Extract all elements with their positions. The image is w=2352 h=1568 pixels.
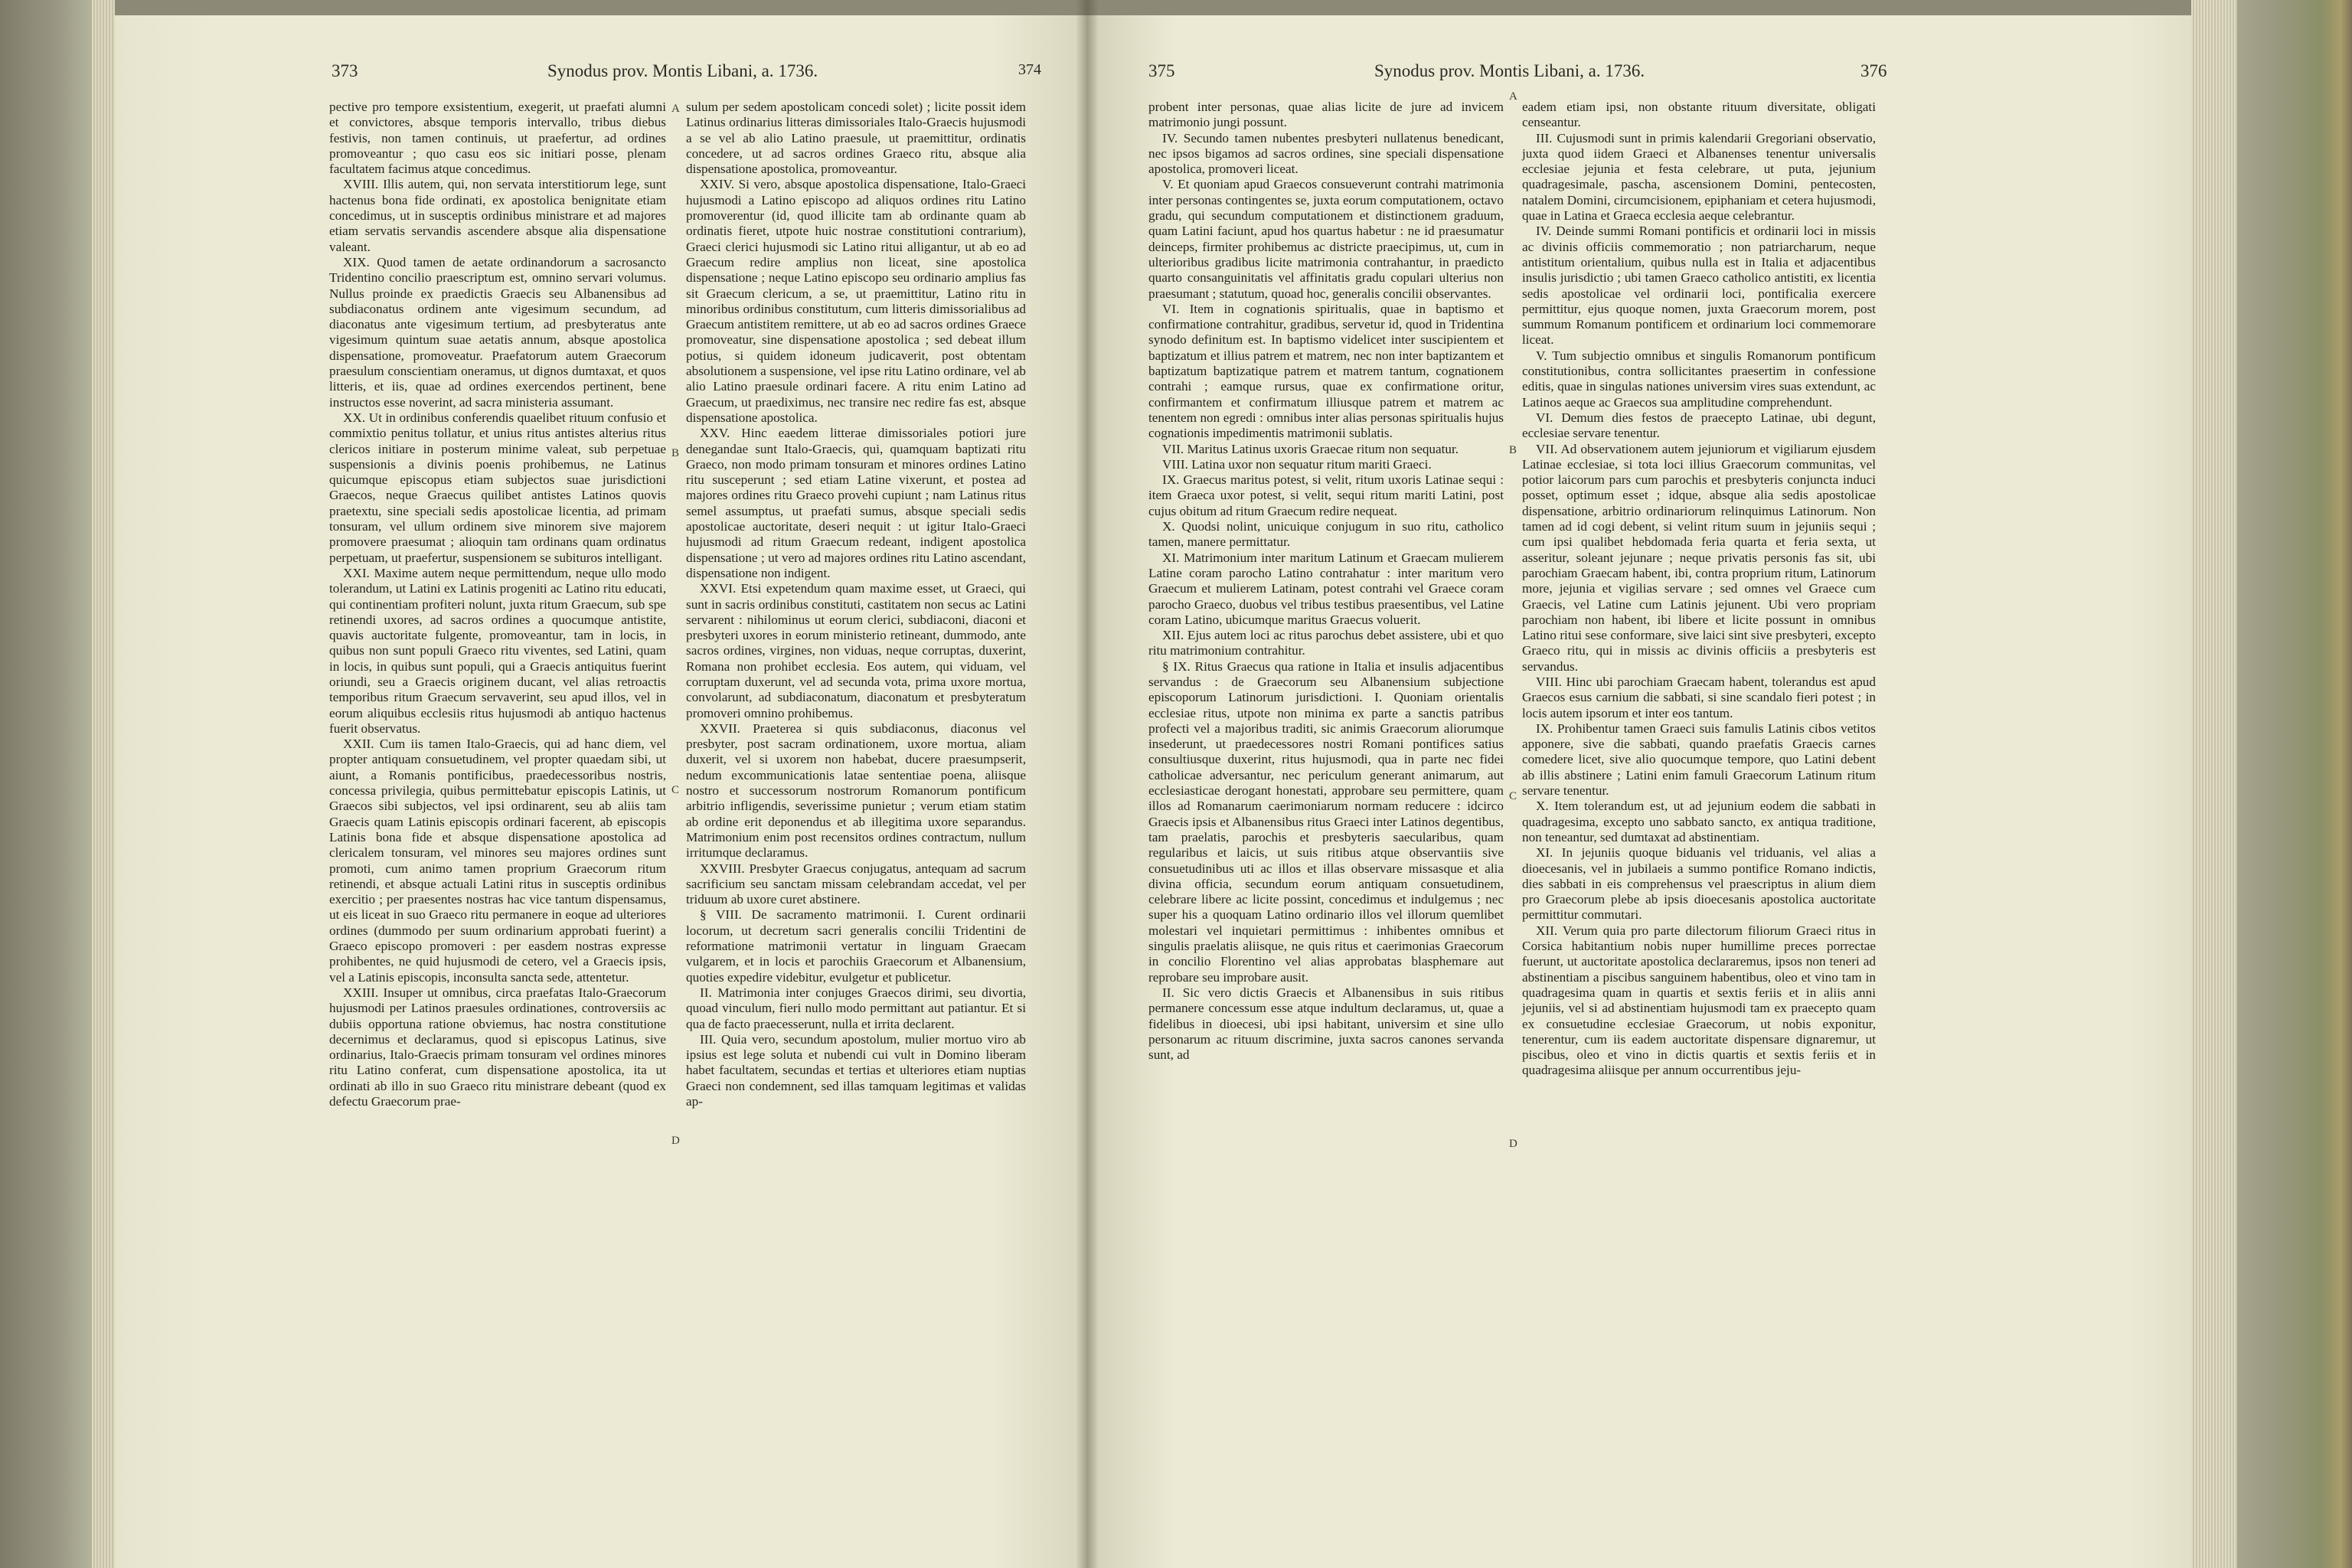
- left-page-column-b: [686, 100, 1026, 1109]
- margin-letter-b: B: [671, 447, 680, 459]
- page-number-376: 376: [1860, 61, 1887, 80]
- paragraph: XXIII. Insuper ut omnibus, circa praefatas Italo-Graecorum hujusmodi per Latinos praesules ordinationes, controversiis ac dubiis opportuna ratione obviemus, hac nostra constitutione decernimus et declaramus, quod si episcopus Latinus, sive ordinarius, Italo-Graecis primam tonsuram vel ordines minores ritu Latino conferat, cum dispensatione apostolica, ita ut ordinati ab illo in suo Graeco ritu ministrare debeant (quod ex defectu Graecorum prae-: [329, 985, 666, 1109]
- paragraph: X. Item tolerandum est, ut ad jejunium eodem die sabbati in quadragesima, excepto uno sabbato sancto, ex antiqua traditione, non teneantur, sed dumtaxat ad abstinentiam.: [1522, 799, 1876, 844]
- paragraph: probent inter personas, quae alias licite de jure ad invicem matrimonio jungi possunt.: [1148, 100, 1504, 130]
- paragraph: II. Sic vero dictis Graecis et Albanensibus in suis ritibus permanere concessum esse atque indultum declaramus, ut, quae a fidelibus in dioecesi, ubi ipsi habitant, universim et sine ullo personarum ac rituum discrimine, juxta sacros canones servanda sunt, ad: [1148, 985, 1504, 1063]
- book-gutter: [1076, 0, 1099, 1568]
- page-number-374: 374: [1018, 61, 1041, 78]
- left-page-column-a: [329, 100, 666, 1109]
- paragraph: sulum per sedem apostolicam concedi solet) ; licite possit idem Latinus ordinarius litteras dimissoriales Italo-Graecis hujusmodi a se vel ab alio Latino praesule, ut praemittitur, ordinatis concedere, ut ad sacros ordines Graeco ritu, absque alia dispensatione apostolica, promoveantur.: [686, 100, 1026, 177]
- paragraph: IV. Deinde summi Romani pontificis et ordinarii loci in missis ac divinis officiis commemoratio ; non patriarcharum, neque antistitum orientalium, quibus nulla est in Italia et adjacentibus insulis jurisdictio ; ubi tamen Graeco catholico antistiti, ex licentia sedis apostolicae vel ordinarii loci, pontificalia exercere permittitur, ejus quoque nomen, juxta Graecorum morem, post summum Romanum pontificem et ordinarium loci commemorare liceat.: [1522, 224, 1876, 348]
- paragraph: VIII. Hinc ubi parochiam Graecam habent, tolerandus est apud Graecos esus carnium die sabbati, si sine scandalo fieri potest ; in locis autem ipsorum et inter eos tantum.: [1522, 674, 1876, 720]
- margin-letter-c: C: [671, 784, 680, 796]
- paragraph: XXVII. Praeterea si quis subdiaconus, diaconus vel presbyter, post sacram ordinationem, uxore mortua, aliam duxerit, vel si uxorem non habebat, ducere praesumpserit, nedum excommunicationis latae sententiae poena, aliisque nostro et successorum nostrorum Romanorum pontificum arbitrio infligendis, severissime punietur ; verum etiam statim ab ordine erit deponendus et ab illegitima uxore separandus. Matrimonium enim post recensitos ordines contractum, nullum irritumque declaramus.: [686, 720, 1026, 861]
- margin-letter-b: B: [1509, 444, 1517, 456]
- margin-letter-d: D: [1509, 1138, 1517, 1150]
- paragraph: VII. Maritus Latinus uxoris Graecae ritum non sequatur.: [1162, 441, 1459, 456]
- paragraph: eadem etiam ipsi, non obstante rituum diversitate, obligati censeantur.: [1522, 100, 1876, 130]
- paragraph: V. Tum subjectio omnibus et singulis Romanorum pontificum constitutionibus, contra sollicitantes praesertim in confessione editis, quae in singulas nationes universim vires suas extendunt, ac Latinos aeque ac Graecos sua amplitudine comprehendunt.: [1522, 348, 1876, 410]
- paragraph: XXI. Maxime autem neque permittendum, neque ullo modo tolerandum, ut Latini ex Latinis progeniti ac Latino ritu educati, qui continentiam profiteri nolunt, juxta ritum Graecum, sub spe retinendi uxores, ad sacros ordines a quocumque antistite, quavis auctoritate fulgente, promoveantur, tam in locis, in quibus non sunt populi Graeco ritu viventes, sed Latini, quam in locis, in quibus sunt populi, qui a Graecis antiquitus fuerint oriundi, seu a Graecis originem ducant, vel alias retroactis temporibus ritum Graecum servaverint, seu apud illos, vel in eorum aliquibus ecclesiis ritus hujusmodi ab antiquo hactenus fuerit observatus.: [329, 565, 666, 736]
- paragraph: II. Matrimonia inter conjuges Graecos dirimi, seu divortia, quoad vinculum, fieri nullo modo permittant aut patiantur. Et si qua de facto praecesserunt, nulla et irrita declarent.: [686, 985, 1026, 1031]
- paragraph: XI. Matrimonium inter maritum Latinum et Graecam mulierem Latine coram parocho Latino contrahatur : inter maritum vero Graecum et mulierem Latinam, potest contrahi vel Graece coram parocho Graeco, duobus vel tribus testibus praesentibus, vel Latine coram Latino, ubicumque maritus Graecus voluerit.: [1148, 550, 1504, 627]
- paragraph: IX. Graecus maritus potest, si velit, ritum uxoris Latinae sequi : item Graeca uxor potest, si velit, sequi ritum mariti Latini, post cujus obitum ad ritum Graecum redire nequeat.: [1148, 472, 1504, 518]
- paragraph: XII. Ejus autem loci ac ritus parochus debet assistere, ubi et quo ritu matrimonium contrahitur.: [1148, 628, 1504, 658]
- margin-letter-c: C: [1509, 790, 1517, 802]
- paragraph: § IX. Ritus Graecus qua ratione in Italia et insulis adjacentibus servandus : de Graecorum seu Albanensium subjectione episcoporum Latinorum jurisdictioni. I. Quoniam orientalis ecclesiae ritus, utpote non minima ex parte a sanctis patribus profecti vel a majoribus traditi, sic animis Graecorum aliorumque insederunt, ut praedecessores nostri Romani pontifices satius consultiusque duxerint, ritus hujusmodi, qua in parte nec fidei catholicae adversantur, nec periculum generant animarum, aut ecclesiasticae derogant honestati, approbare seu permittere, quam illos ad Romanarum caerimoniarum normam reducere : idcirco Graecis ipsis et Albanensibus ritus Graeci inter Latinos degentibus, tam praelatis, parochis et presbyteris saecularibus, quam regularibus et laicis, ut suis ritibus atque observantiis sive consuetudinibus uti ac illos et illas observare missasque et alia divina officia, secundum eorum antiquam consuetudinem, celebrare libere ac licite possint, concedimus et indulgemus ; nec super his a quoquam Latino ordinario illos vel illorum quemlibet molestari vel inquietari permittimus : inhibentes omnibus et singulis praelatis aliisque, ne quis ritus et caerimonias Graecorum in concilio Florentino vel alias approbatas blasphemare aut reprobare seu improbare ausit.: [1148, 658, 1504, 985]
- paragraph: IV. Secundo tamen nubentes presbyteri nullatenus benedicant, nec ipsos bigamos ad sacros ordines, sine speciali dispensatione apostolica, promoveri liceat.: [1148, 130, 1504, 177]
- right-page-column-b: [1522, 100, 1876, 1078]
- running-head: Synodus prov. Montis Libani, a. 1736.: [547, 61, 818, 80]
- right-page-stack: [2191, 0, 2237, 1568]
- paragraph: XII. Verum quia pro parte dilectorum filiorum Graeci ritus in Corsica habitantium nobis nuper humillime preces porrectae fuerunt, ut auctoritate apostolica declararemus, ipsos non teneri ad abstinentiam a piscibus sanguinem habentibus, oleo et vino tam in quadragesima quam in quartis et sextis feriis et in aliis anni jejuniis, vel si ad abstinentiam hujusmodi tam ex praecepto quam ex consuetudine ecclesiae Graecorum, ut nobis exponitur, tenerentur, cum iis eadem auctoritate dispensare dignaremur, ut piscibus, oleo et vino in dictis quartis et sextis feriis et in quadragesima aliisque per annum occurrentibus jeju-: [1522, 923, 1876, 1078]
- margin-letter-d: D: [671, 1135, 680, 1147]
- paragraph: III. Cujusmodi sunt in primis kalendarii Gregoriani observatio, juxta quod iidem Graeci et Albanenses tenentur universalis ecclesiae jejunia et festa celebrare, ut puta, jejunium quadragesimale, pascha, ascensionem Domini, pentecosten, natalem Domini, circumcisionem, epiphaniam et cetera hujusmodi, quae in Latina et Graeca ecclesia aeque celebrantur.: [1522, 130, 1876, 224]
- page-number-375: 375: [1148, 61, 1175, 80]
- right-page: [1087, 15, 2191, 1568]
- paragraph: IX. Prohibentur tamen Graeci suis famulis Latinis cibos vetitos apponere, sive die sabbati, quando praefatis Graecis carnes comedere licet, sive alio quocumque tempore, quo Latini debent ab illis abstinere ; Latini enim famuli Graecorum Latinum ritum servare tenentur.: [1522, 720, 1876, 799]
- paragraph: XX. Ut in ordinibus conferendis quaelibet rituum confusio et commixtio penitus tollatur, et unius ritus antistes alterius ritus clericos initiare in posterum minime valeat, sub perpetuae suspensionis a divinis poenis prohibemus, ne Latinus quicumque episcopus etiam subjectos suae jurisdictioni Graecos, neque Graecus quilibet antistes Latinos quovis praetextu, sine speciali sedis apostolicae licentia, ad primam tonsuram, vel ullum ordinem sive minorem sive majorem promovere praesumat ; alioquin tam ordinans quam ordinatus perpetuam, ut praefertur, suspensionem se subituros intelligant.: [329, 410, 666, 565]
- paragraph: § VIII. De sacramento matrimonii. I. Curent ordinarii locorum, ut decretum sacri generalis concilii Tridentini de reformatione matrimonii vertatur in linguam Graecam vulgarem, et in locis et parochiis Graecorum et Albanensium, quoties expedire videbitur, evulgetur et publicetur.: [686, 907, 1026, 985]
- paragraph: III. Quia vero, secundum apostolum, mulier mortuo viro ab ipsius est lege soluta et nubendi cui vult in Domino liberam habet facultatem, secundas et tertias et ulteriores etiam nuptias Graeci non condemnent, sed illas tamquam legitimas et validas ap-: [686, 1031, 1026, 1109]
- paragraph: VIII. Latina uxor non sequatur ritum mariti Graeci.: [1162, 456, 1432, 472]
- paragraph: XXV. Hinc eaedem litterae dimissoriales potiori jure denegandae sunt Italo-Graecis, qui, quamquam baptizati ritu Graeco, non modo primam tonsuram et minores ordines Latino ritu susceperunt ; sed etiam Latine vixerunt, et postea ad majores ordines ritu Graeco provehi cupiunt ; nam Latinus ritus semel assumptus, ut praefati sumus, absque speciali sedis apostolicae auctoritate, deseri nequit : ut igitur Italo-Graeci hujusmodi ad ritum Graecum redeant, indigent apostolica dispensatione ; ut vero ad majores ordines ritu Latino ascendant, dispensatione non indigent.: [686, 426, 1026, 580]
- right-page-column-a: [1148, 100, 1504, 1063]
- paragraph: XXVI. Etsi expetendum quam maxime esset, ut Graeci, qui sunt in sacris ordinibus constituti, castitatem non secus ac Latini servarent : nihilominus ut eorum clerici, subdiaconi, diaconi et presbyteri uxores in eorum ministerio retineant, dummodo, ante sacros ordines, virgines, non viduas, neque corruptas, duxerint, Romana non prohibet ecclesia. Eos autem, qui viduam, vel corruptam duxerunt, vel ad secunda vota, prima uxore mortua, convolarunt, ad subdiaconatum, diaconatum et presbyteratum promoveri omnino prohibemus.: [686, 581, 1026, 720]
- paragraph: XXVIII. Presbyter Graecus conjugatus, antequam ad sacrum sacrificium seu sanctam missam celebrandam accedat, vel per triduum ab uxore curet abstinere.: [686, 861, 1026, 907]
- paragraph: XVIII. Illis autem, qui, non servata interstitiorum lege, sunt hactenus bona fide ordinati, ex apostolica benignitate etiam concedimus, ut in susceptis ordinibus ministrare et ad majores etiam servatis servandis ascendere absque alia dispensatione valeant.: [329, 177, 666, 254]
- paragraph: VII. Ad observationem autem jejuniorum et vigiliarum ejusdem Latinae ecclesiae, si tota loci illius Graecorum communitas, vel potior laicorum pars cum parochis et presbyteris conjuncta induci posset, optimum esset ; idque, absque alia sedis apostolicae dispensatione, arbitrio ordinariorum relinquimus Latinorum. Non tamen ad id cogi debent, si velint ritum suum in jejuniis sequi ; cum ipsi qualibet hebdomada feria quarta et feria sexta, ut asseritur, soleant jejunare ; neque privatis personis fas sit, ubi parochiam Graecam habent, ibi, contra proprium ritum, Latinorum more, jejunia et vigilias servare ; sed omnes vel Graece cum Graecis, vel Latine cum Latinis jejunent. Ubi vero propriam parochiam non habent, ibi libere et licite possunt in omnibus Latino ritui sese conformare, sive laici sint sive presbyteri, excepto Graeco ritu, qui in missis ac divinis officiis a presbyteris est servandus.: [1522, 441, 1876, 674]
- paragraph: XIX. Quod tamen de aetate ordinandorum a sacrosancto Tridentino concilio praescriptum est, omnino servari volumus. Nullus proinde ex praedictis Graecis seu Albanensibus ad subdiaconatus ordinem ante vigesimum secundum, ad diaconatus ante vigesimum tertium, ad presbyteratus ante vigesimum quintum suae aetatis annum, absque apostolica dispensatione, promoveatur. Praefatorum autem Graecorum praesulum conscientiam oneramus, ut dignos dumtaxat, et quos litteris, et iis, quae ad ordines exercendos pertinent, bene instructos esse noverint, ad sacra ministeria assumant.: [329, 254, 666, 410]
- margin-letter-a: A: [1509, 90, 1517, 103]
- margin-letter-a: A: [671, 103, 680, 115]
- paragraph: pective pro tempore exsistentium, exegerit, ut praefati alumni et convictores, absque temporis intervallo, tribus diebus festivis, non tamen continuis, ut praefertur, ad ordines promoveantur ; quo casu eos sic initiari posse, plenam facultatem facimus atque concedimus.: [329, 100, 666, 177]
- paragraph: XI. In jejuniis quoque biduanis vel triduanis, vel alias a dioecesanis, vel in jubilaeis a summo pontifice Romano indictis, dies sabbati in eis comprehensus vel praescriptus in alium diem pro Graecorum plebe ab ipsis dioecesanis apostolica auctoritate permittitur commutari.: [1522, 845, 1876, 923]
- paragraph: VI. Demum dies festos de praecepto Latinae, ubi degunt, ecclesiae servare tenentur.: [1522, 410, 1876, 441]
- running-head: Synodus prov. Montis Libani, a. 1736.: [1374, 61, 1645, 80]
- paragraph: V. Et quoniam apud Graecos consueverunt contrahi matrimonia inter personas contingentes se, juxta eorum computationem, octavo gradu, qui secundum computationem et distinctionem graduum, quam Latini faciunt, apud hos quartus habetur : ne id praesumatur deinceps, firmiter prohibemus ac districte praecipimus, ut, cum in ulterioribus gradibus licite matrimonia contrahantur, in praedicto quarto consanguinitatis vel affinitatis gradu copulari ulterius non praesumant ; statutum, quoad hoc, generalis concilii observantes.: [1148, 177, 1504, 301]
- left-page-stack: [92, 0, 115, 1568]
- page-number-373: 373: [332, 61, 358, 80]
- left-page: [115, 15, 1087, 1568]
- paragraph: X. Quodsi nolint, unicuique conjugum in suo ritu, catholico tamen, manere permittatur.: [1148, 519, 1504, 550]
- paragraph: XXII. Cum iis tamen Italo-Graecis, qui ad hanc diem, vel propter antiquam consuetudinem, vel propter quaedam sibi, ut aiunt, a Romanis pontificibus, praedecessoribus nostris, concessa privilegia, quibus permittebatur episcopis Latinis, ut Graecos sibi subjectos, vel ipsi ordinarent, seu ab aliis tam Graecis quam Latinis episcopis ordinari facerent, ab episcopis Latinis bona fide et absque dispensatione apostolica ad clericalem tonsuram, vel minores seu majores ordines sunt promoti, cum animo tamen proprium Graecorum ritum retinendi, et absque actuali Latini ritus in susceptis ordinibus exercitio ; per praesentes nostras hac vice tantum dispensamus, ut eis liceat in suo Graeco ritu permanere in eoque ad ulteriores ordines (dummodo per suum ordinarium approbati fuerint) a Graeco episcopo promoveri : per easdem nostras expresse prohibentes, ne quid hujusmodi de cetero, vel a Graecis ipsis, vel a Latinis episcopis, inconsulta sancta sede, attentetur.: [329, 737, 666, 985]
- paragraph: VI. Item in cognationis spiritualis, quae in baptismo et confirmatione contrahitur, gradibus, servetur id, quod in Tridentina synodo definitum est. In baptismo videlicet inter suscipientem et baptizatum et illius patrem et matrem, nec non inter baptizantem et baptizatum baptizatique patrem et matrem tantum, cognationem contrahi ; eamque rursus, quae ex confirmatione oritur, confirmantem et confirmatum illiusque patrem et matrem ac tenentem non egredi : omnibus inter alias personas spiritualis hujus cognationis impedimentis matrimonii sublatis.: [1148, 301, 1504, 441]
- paragraph: XXIV. Si vero, absque apostolica dispensatione, Italo-Graeci hujusmodi a Latino episcopo ad aliquos ordines ritu Latino promoverentur (id, quod illicite tam ab ordinante quam ab ordinatis fieret, utpote huic nostrae constitutioni contrarium), Graeci clerici hujusmodi sic Latino ritui alligantur, ut ab eo ad Graecum redire amplius non liceat, sine apostolica dispensatione ; neque Latino episcopo seu ordinario amplius fas sit Graecum clericum, a se, ut praemittitur, Latino ritu in minoribus ordinibus constitutum, cum litteris dimissorialibus ad Graecum antistitem remittere, ut ab eo ad sacros ordines Graece promoveatur, sine dispensatione apostolica ; sed debeat illum potius, si quidem idoneum judicaverit, post obtentam absolutionem a suspensione, vel ipse ritu Latino ordinare, vel ab alio Latino praesule ordinari facere. A ritu enim Latino ad Graecum, ut praediximus, nec transire nec redire fas est, absque dispensatione apostolica.: [686, 177, 1026, 425]
